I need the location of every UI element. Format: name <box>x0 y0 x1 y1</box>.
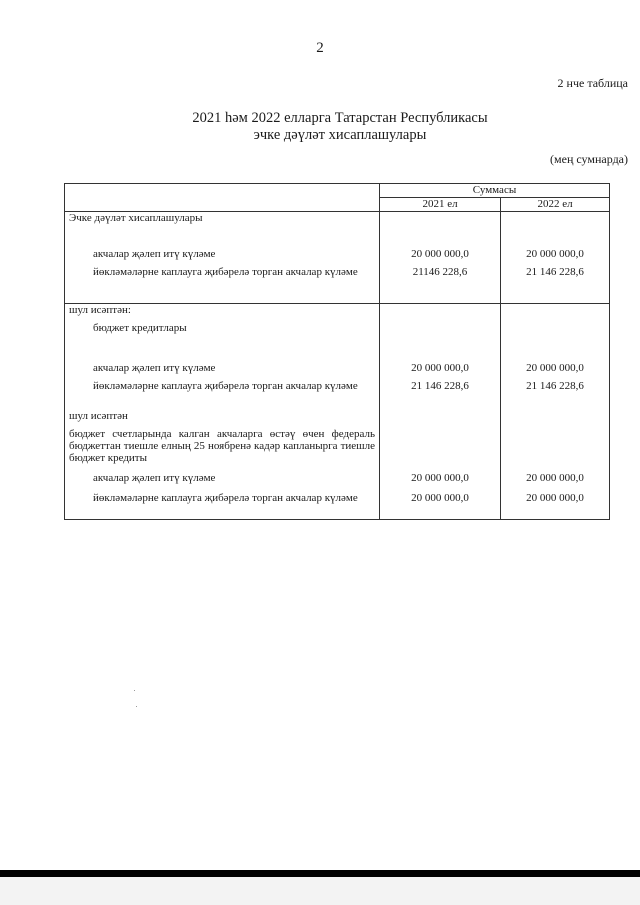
value-2022: 20 000 000,0 <box>501 472 610 492</box>
value-2021: 21146 228,6 <box>380 266 501 304</box>
row-label: бюджет счетларында калган акчаларга өстәү өчен федераль бюджеттан тиешле елның 25 ноябренә кадәр капланырга тиешле бюджет кредиты <box>65 428 380 472</box>
page-number: 2 <box>316 40 324 56</box>
header-year-2021: 2021 ел <box>380 198 501 212</box>
scan-edge-shade <box>0 877 640 905</box>
value-2021: 20 000 000,0 <box>380 248 501 266</box>
row-label: Эчке дәүләт хисаплашулары <box>65 212 380 248</box>
header-year-2022: 2022 ел <box>501 198 610 212</box>
unit-note: (мең сумнарда) <box>550 152 628 166</box>
row-label: акчалар җәлеп итү күләме <box>65 472 380 492</box>
row-label: акчалар җәлеп итү күләме <box>65 362 380 380</box>
value-2021: 20 000 000,0 <box>380 362 501 380</box>
row-label: бюджет кредитлары <box>65 322 380 362</box>
header-label-cell <box>65 184 380 212</box>
value-2022: 20 000 000,0 <box>501 492 610 520</box>
row-label: йөкләмәләрне каплауга җибәрелә торган акчалар күләме <box>65 266 380 304</box>
value-2021: 20 000 000,0 <box>380 472 501 492</box>
scan-edge-bar <box>0 870 640 877</box>
value-2022: 20 000 000,0 <box>501 362 610 380</box>
value-2022: 21 146 228,6 <box>501 266 610 304</box>
row-label: акчалар җәлеп итү күләме <box>65 248 380 266</box>
table-label: 2 нче таблица <box>557 76 628 90</box>
title-line-2: эчке дәүләт хисаплашулары <box>253 127 427 143</box>
scan-speck <box>136 706 137 707</box>
title-line-1: 2021 һәм 2022 елларга Татарстан Республикасы <box>192 110 488 126</box>
borrowings-table <box>64 183 610 520</box>
scan-speck <box>134 690 135 691</box>
value-2022: 21 146 228,6 <box>501 380 610 410</box>
row-label: йөкләмәләрне каплауга җибәрелә торган акчалар күләме <box>65 380 380 410</box>
row-label: йөкләмәләрне каплауга җибәрелә торган акчалар күләме <box>65 492 380 520</box>
row-label: шул исәптән <box>65 410 380 428</box>
value-2021: 21 146 228,6 <box>380 380 501 410</box>
value-2021: 20 000 000,0 <box>380 492 501 520</box>
row-label: шул исәптән: <box>65 304 380 322</box>
document-title <box>0 110 640 144</box>
value-2022: 20 000 000,0 <box>501 248 610 266</box>
header-sum: Суммасы <box>380 184 610 198</box>
